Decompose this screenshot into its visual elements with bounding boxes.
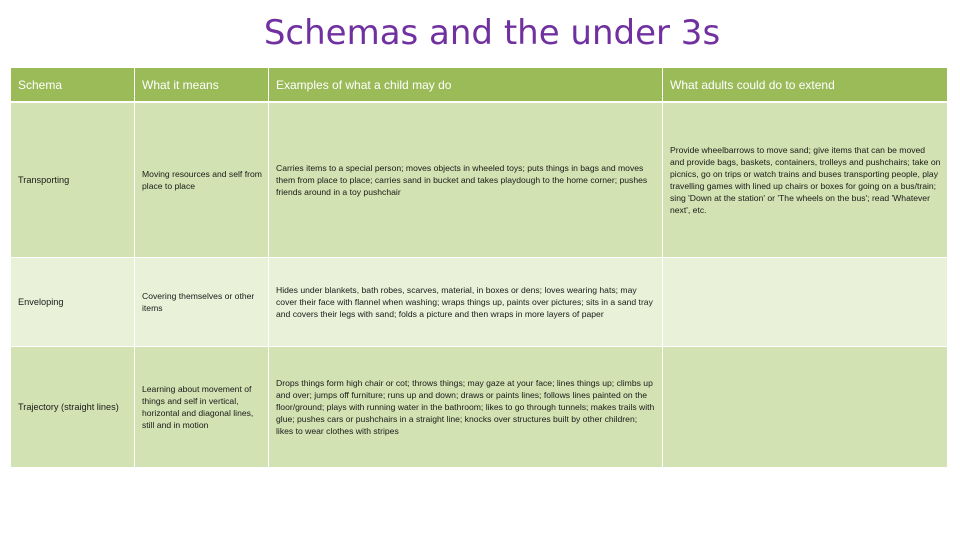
cell-examples: Drops things form high chair or cot; throws things; may gaze at your face; lines things up; climbs up and over; jumps off furniture; runs up and down; draws or paints lines; follows lines painted on the floor/ground; plays with running water in the bathroom; likes to go through tunnels; makes trails with glue; pushes cars or pushchairs in a straight line; knocks over structures built by other children; likes to wear clothes with stripes (269, 347, 663, 468)
cell-adults (663, 347, 948, 468)
header-what-it-means: What it means (135, 68, 269, 103)
cell-schema: Transporting (11, 102, 135, 258)
cell-examples: Hides under blankets, bath robes, scarves, material, in boxes or dens; loves wearing hats; may cover their face with flannel when washing; wraps things up, paints over pictures; sits in a sand tray and covers their legs with sand; folds a picture and then wraps in more layers of paper (269, 258, 663, 347)
header-adults-extend: What adults could do to extend (663, 68, 948, 103)
cell-meaning: Covering themselves or other items (135, 258, 269, 347)
schema-table (10, 67, 948, 468)
table-header-row (11, 68, 948, 103)
table-row-enveloping (11, 258, 948, 347)
cell-adults (663, 258, 948, 347)
cell-adults: Provide wheelbarrows to move sand; give items that can be moved and provide bags, baskets, containers, trolleys and pushchairs; take on picnics, go on trips or watch trains and buses transporting people, play travelling games with lined up chairs or boxes for going on a bus/train; sing 'Down at the station' or 'The wheels on the bus'; read 'Whatever next', etc. (663, 102, 948, 258)
header-examples: Examples of what a child may do (269, 68, 663, 103)
slide-title: Schemas and the under 3s (263, 13, 721, 53)
cell-examples: Carries items to a special person; moves objects in wheeled toys; puts things in bags and moves them from place to place; carries sand in bucket and takes playdough to the home corner; pushes friends around in a toy pushchair (269, 102, 663, 258)
cell-meaning: Learning about movement of things and self in vertical, horizontal and diagonal lines, still and in motion (135, 347, 269, 468)
table-row-transporting (11, 102, 948, 258)
cell-schema: Trajectory (straight lines) (11, 347, 135, 468)
cell-schema: Enveloping (11, 258, 135, 347)
cell-meaning: Moving resources and self from place to place (135, 102, 269, 258)
table-row-trajectory (11, 347, 948, 468)
header-schema: Schema (11, 68, 135, 103)
